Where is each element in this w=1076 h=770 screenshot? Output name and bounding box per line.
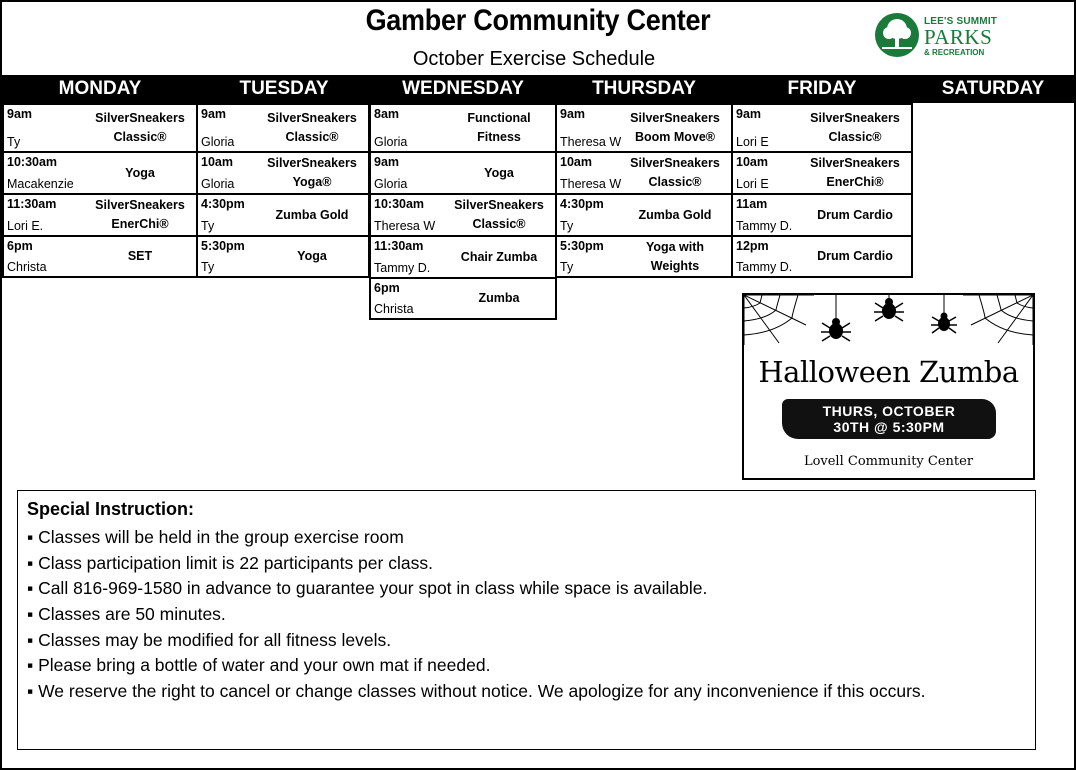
instruction-item: ▪ Classes are 50 minutes. [27,604,226,625]
class-name: SilverSneakers Classic® [630,156,720,189]
class-instructor: Ty [560,219,574,233]
class-instructor: Tammy D. [374,261,431,275]
class-instructor: Ty [560,260,574,274]
class-slot [731,193,913,237]
class-time: 9am [374,155,400,169]
class-time: 6pm [374,281,400,295]
event-date-line2: 30TH @ 5:30PM [833,419,945,435]
class-time: 4:30pm [560,197,604,211]
class-instructor: Lori E [736,177,769,191]
logo-line1: LEE'S SUMMIT [924,16,998,27]
class-slot [369,235,557,279]
class-instructor: Lori E [736,135,769,149]
class-name: Zumba Gold [275,207,349,222]
class-time: 6pm [7,239,33,253]
day-wednesday: WEDNESDAY [402,78,524,99]
class-time: 11am [736,197,768,211]
class-slot [731,235,913,278]
class-instructor: Christa [7,260,47,274]
class-name: SilverSneakers Classic® [454,198,544,231]
logo-line2: PARKS [924,25,993,49]
event-title: Halloween Zumba [758,355,1019,389]
day-friday: FRIDAY [787,78,857,99]
halloween-zumba-flyer [742,293,1035,480]
tree-logo-icon [874,12,920,58]
event-venue: Lovell Community Center [803,454,974,469]
special-heading: Special Instruction: [27,499,195,519]
class-instructor: Theresa W [560,135,622,149]
class-slot [196,151,370,195]
class-slot [731,103,913,153]
logo-line3: & RECREATION [924,48,985,57]
class-name: SilverSneakers Classic® [267,111,357,144]
class-slot [555,151,733,195]
class-slot [369,193,557,237]
day-monday: MONDAY [58,78,142,99]
class-name: Zumba Gold [638,207,712,222]
class-time: 11:30am [7,197,57,211]
day-header-bar [2,75,1074,103]
class-name: Drum Cardio [817,249,893,263]
class-name: Chair Zumba [460,249,538,264]
class-instructor: Christa [374,302,414,316]
class-instructor: Lori E. [7,219,44,233]
class-instructor: Tammy D. [736,219,793,233]
class-time: 11:30am [374,239,424,253]
class-name: SET [127,249,153,263]
class-name: Zumba [478,291,520,305]
class-time: 5:30pm [560,239,604,253]
class-slot [555,235,733,278]
class-time: 5:30pm [201,239,245,253]
class-time: 9am [201,107,227,121]
class-time: 9am [560,107,586,121]
parks-logo [874,12,1004,58]
class-instructor: Theresa W [374,219,436,233]
class-time: 4:30pm [201,197,245,211]
class-time: 10am [560,155,592,169]
class-time: 10am [736,155,768,169]
class-slot [731,151,913,195]
instruction-list [27,525,926,705]
special-instructions [17,490,1036,750]
page-subtitle: October Exercise Schedule [412,48,656,70]
event-date [782,403,996,435]
class-name: SilverSneakers Yoga® [267,156,357,189]
class-slot [2,103,198,153]
instruction-item: ▪ Class participation limit is 22 participants per class. [27,552,433,573]
class-time: 8am [374,107,400,121]
class-name: Yoga [484,165,514,180]
instruction-item: ▪ Please bring a bottle of water and your own mat if needed. [27,655,491,676]
class-instructor: Gloria [201,135,235,149]
class-name: Yoga [297,249,327,263]
class-instructor: Gloria [374,177,408,191]
class-slot [2,235,198,278]
class-slot [369,277,557,320]
class-slot [196,235,370,278]
class-slot [196,103,370,153]
class-slot [555,193,733,237]
class-slot [196,193,370,237]
class-instructor: Tammy D. [736,260,793,274]
class-instructor: Theresa W [560,177,622,191]
page-title: Gamber Community Center [365,4,711,37]
class-slot [369,151,557,195]
class-slot [2,193,198,237]
class-time: 12pm [736,239,769,253]
class-name: SilverSneakers Classic® [95,111,185,144]
class-slot [2,151,198,195]
class-instructor: Gloria [201,177,235,191]
instruction-item: ▪ Classes may be modified for all fitness levels. [27,629,392,650]
spiderweb-icon [744,295,1033,355]
class-name: Drum Cardio [817,207,893,222]
class-name: SilverSneakers EnerChi® [95,198,185,231]
class-name: SilverSneakers EnerChi® [810,156,900,189]
instruction-item: ▪ Classes will be held in the group exercise room [27,527,404,547]
class-time: 10:30am [374,197,425,211]
class-slot [369,103,557,153]
class-time: 9am [736,107,762,121]
class-name: Functional Fitness [467,111,531,144]
class-instructor: Ty [201,260,215,274]
class-instructor: Ty [201,219,215,233]
instruction-item: ▪ We reserve the right to cancel or change classes without notice. We apologize for any inconvenience if this occurs. [27,681,926,702]
event-date-line1: THURS, OCTOBER [822,403,956,419]
day-tuesday: TUESDAY [239,78,329,99]
class-instructor: Ty [7,135,21,149]
class-name: SilverSneakers Classic® [810,111,900,144]
class-name: Yoga [125,165,155,180]
instruction-item: ▪ Call 816-969-1580 in advance to guarantee your spot in class while space is available. [27,578,708,599]
class-instructor: Macakenzie [7,177,74,191]
class-time: 10am [201,155,233,169]
class-time: 10:30am [7,155,58,169]
class-time: 9am [7,107,33,121]
class-instructor: Gloria [374,135,408,149]
class-name: Yoga with Weights [645,239,705,273]
day-thursday: THURSDAY [592,78,696,99]
day-saturday: SATURDAY [941,78,1045,99]
class-name: SilverSneakers Boom Move® [630,111,720,144]
class-slot [555,103,733,153]
